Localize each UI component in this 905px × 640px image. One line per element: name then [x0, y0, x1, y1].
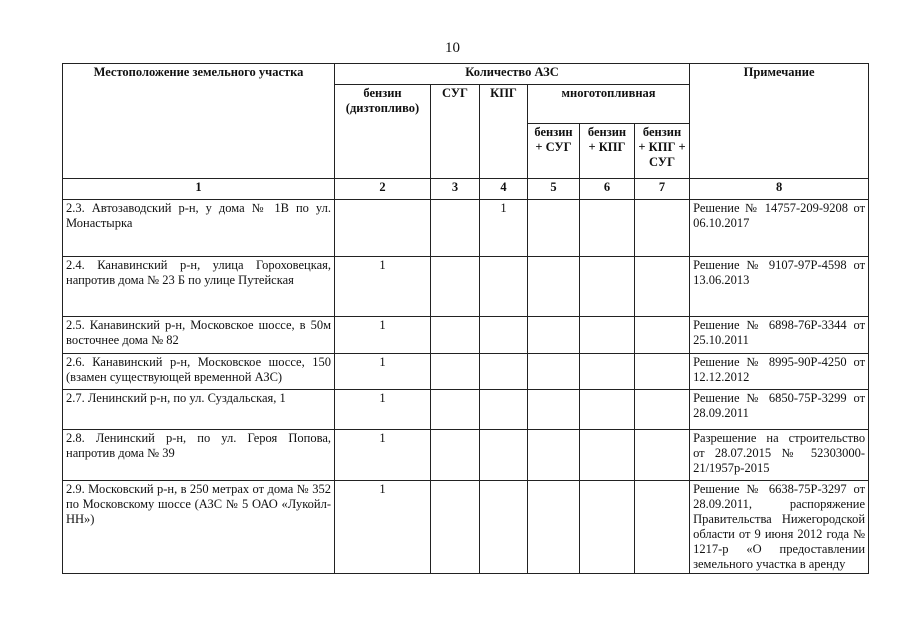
- row-lpg-count: [431, 257, 480, 317]
- page-number: 10: [445, 40, 460, 56]
- header-petrol: бензин (дизтопливо): [335, 85, 431, 179]
- row-note: Решение № 9107-97Р-4598 от 13.06.2013: [690, 257, 869, 317]
- table-row: [63, 200, 869, 257]
- row-note: Решение № 8995-90Р-4250 от 12.12.2012: [690, 354, 869, 390]
- column-number: 4: [480, 179, 528, 200]
- row-petrol-lpg-count: [528, 390, 580, 430]
- gas-stations-table: [62, 63, 869, 574]
- row-cng-count: [480, 390, 528, 430]
- row-location: 2.3. Автозаводский р-н, у дома № 1В по ул. Монастырка: [63, 200, 335, 257]
- row-location: 2.9. Московский р-н, в 250 метрах от дома № 352 по Московскому шоссе (АЗС № 5 ОАО «Лукойл-НН»): [63, 481, 335, 574]
- row-location: 2.8. Ленинский р-н, по ул. Героя Попова, напротив дома № 39: [63, 430, 335, 481]
- row-note: Разрешение на строительство от 28.07.2015 № 52303000-21/1957р-2015: [690, 430, 869, 481]
- column-number: 3: [431, 179, 480, 200]
- table-row: [63, 390, 869, 430]
- row-location: 2.5. Канавинский р-н, Московское шоссе, в 50м восточнее дома № 82: [63, 317, 335, 354]
- header-petrol-cng: бензин + КПГ: [580, 124, 635, 179]
- row-petrol-cng-count: [580, 430, 635, 481]
- row-petrol-cng-count: [580, 317, 635, 354]
- header-note: Примечание: [690, 64, 869, 179]
- row-petrol-cng-lpg-count: [635, 390, 690, 430]
- row-location: 2.6. Канавинский р-н, Московское шоссе, 150 (взамен существующей временной АЗС): [63, 354, 335, 390]
- table-row: [63, 481, 869, 574]
- column-number: 8: [690, 179, 869, 200]
- row-petrol-count: 1: [335, 257, 431, 317]
- table-row: [63, 257, 869, 317]
- row-location: 2.7. Ленинский р-н, по ул. Суздальская, 1: [63, 390, 335, 430]
- row-note: Решение № 14757-209-9208 от 06.10.2017: [690, 200, 869, 257]
- row-cng-count: 1: [480, 200, 528, 257]
- row-petrol-count: 1: [335, 317, 431, 354]
- row-petrol-count: 1: [335, 430, 431, 481]
- row-petrol-count: 1: [335, 481, 431, 574]
- row-petrol-lpg-count: [528, 257, 580, 317]
- column-number: 7: [635, 179, 690, 200]
- row-petrol-count: 1: [335, 354, 431, 390]
- row-petrol-count: 1: [335, 390, 431, 430]
- row-petrol-cng-count: [580, 200, 635, 257]
- row-note: Решение № 6850-75Р-3299 от 28.09.2011: [690, 390, 869, 430]
- header-petrol-lpg: бензин + СУГ: [528, 124, 580, 179]
- row-cng-count: [480, 430, 528, 481]
- header-multi: многотопливная: [528, 85, 690, 124]
- row-petrol-count: [335, 200, 431, 257]
- row-petrol-cng-lpg-count: [635, 481, 690, 574]
- header-lpg: СУГ: [431, 85, 480, 179]
- row-petrol-cng-count: [580, 354, 635, 390]
- row-cng-count: [480, 317, 528, 354]
- row-petrol-lpg-count: [528, 354, 580, 390]
- row-note: Решение № 6638-75Р-3297 от 28.09.2011, распоряжение Правительства Нижегородской области от 9 июня 2012 года № 1217-р «О предоставлении земельного участка в аренду: [690, 481, 869, 574]
- row-petrol-cng-lpg-count: [635, 354, 690, 390]
- row-cng-count: [480, 481, 528, 574]
- row-lpg-count: [431, 354, 480, 390]
- row-petrol-cng-count: [580, 481, 635, 574]
- row-petrol-lpg-count: [528, 317, 580, 354]
- row-petrol-lpg-count: [528, 481, 580, 574]
- table-row: [63, 354, 869, 390]
- row-location: 2.4. Канавинский р-н, улица Гороховецкая, напротив дома № 23 Б по улице Путейская: [63, 257, 335, 317]
- row-petrol-cng-lpg-count: [635, 317, 690, 354]
- header-cng: КПГ: [480, 85, 528, 179]
- row-lpg-count: [431, 200, 480, 257]
- row-lpg-count: [431, 481, 480, 574]
- header-location: Местоположение земельного участка: [63, 64, 335, 179]
- row-lpg-count: [431, 390, 480, 430]
- row-petrol-lpg-count: [528, 430, 580, 481]
- table-row: [63, 430, 869, 481]
- column-number: 5: [528, 179, 580, 200]
- row-note: Решение № 6898-76Р-3344 от 25.10.2011: [690, 317, 869, 354]
- row-petrol-cng-lpg-count: [635, 200, 690, 257]
- column-number: 2: [335, 179, 431, 200]
- column-number: 6: [580, 179, 635, 200]
- row-petrol-cng-lpg-count: [635, 257, 690, 317]
- header-count: Количество АЗС: [335, 64, 690, 85]
- table-row: [63, 317, 869, 354]
- row-petrol-cng-lpg-count: [635, 430, 690, 481]
- row-cng-count: [480, 257, 528, 317]
- row-cng-count: [480, 354, 528, 390]
- header-petrol-cng-lpg: бензин + КПГ + СУГ: [635, 124, 690, 179]
- column-number: 1: [63, 179, 335, 200]
- row-petrol-cng-count: [580, 390, 635, 430]
- row-lpg-count: [431, 317, 480, 354]
- row-petrol-cng-count: [580, 257, 635, 317]
- row-lpg-count: [431, 430, 480, 481]
- row-petrol-lpg-count: [528, 200, 580, 257]
